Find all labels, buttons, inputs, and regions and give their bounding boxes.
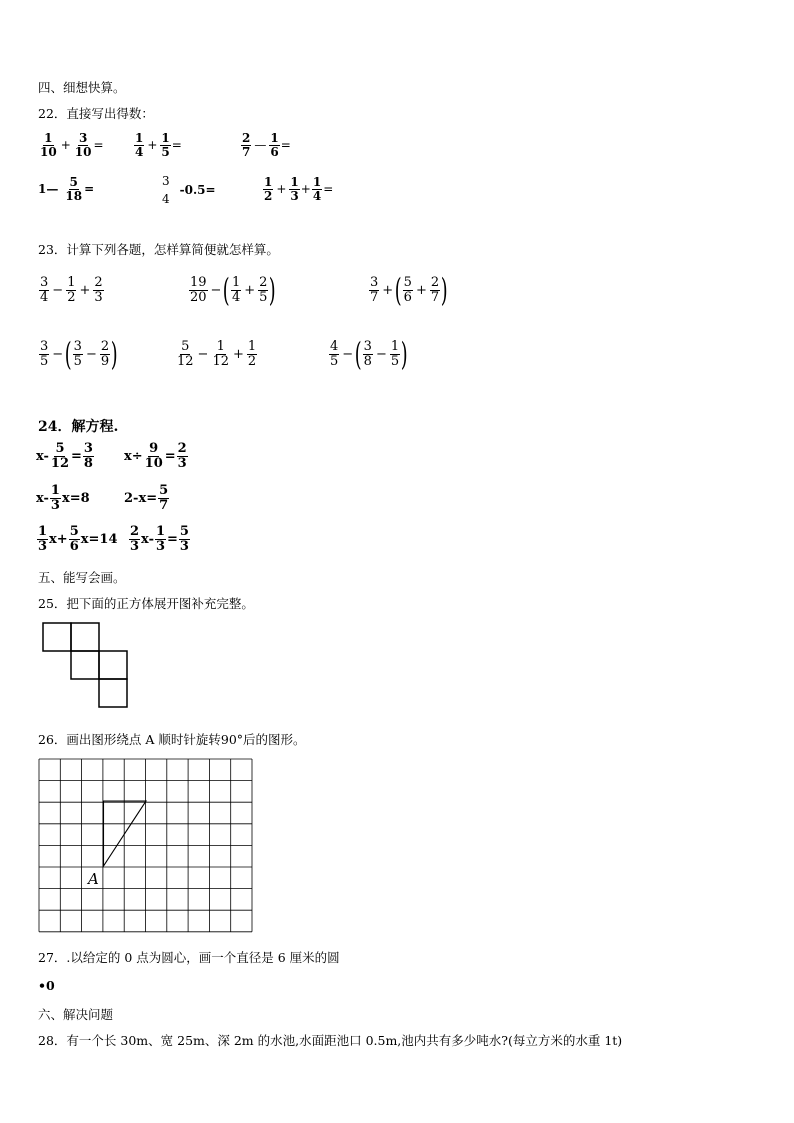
q22-expr-2: 1 4 + $\frac{1}{5}$ =: [135, 131, 182, 159]
section-5-heading: 五、能写会画。: [38, 570, 126, 585]
question-24-title: 24．解方程.: [38, 419, 119, 435]
question-22-title: 22．直接写出得数：: [38, 106, 154, 121]
q24-eq-2: x÷ $\frac{9}{10}$ = $\frac{2}{3}$: [124, 441, 187, 471]
question-27-title: 27．.以给定的 0 点为圆心，画一个直径是 6 厘米的圆: [38, 950, 340, 965]
q22-expr-4: 1— $\frac{5}{18}$ =: [38, 175, 95, 203]
fraction: $\frac{3}{10}$: [74, 131, 92, 159]
q22-expr-5: 3 4 -0.5=: [162, 174, 216, 206]
fraction: $\frac{1}{4}$: [312, 175, 322, 203]
question-28-title: 28．有一个长 30m、宽 25m、深 2m 的水池,水面距池口 0.5m,池内共有多少吨水?(每立方米的水重 1t): [38, 1033, 623, 1048]
question-25-title: 25．把下面的正方体展开图补充完整。: [38, 596, 254, 611]
q24-eq-6: 2 3 x- $\frac{1}{3}$ = $\frac{5}{3}$: [130, 524, 189, 554]
q22-expr-3: 2 7 — $\frac{1}{6}$ =: [242, 131, 291, 159]
q22-expr-6: 1 2 + $\frac{1}{3}$ + $\frac{1}{4}$ =: [264, 175, 334, 203]
fraction: $\frac{1}{6}$: [270, 131, 279, 159]
center-point-o: •0: [38, 978, 55, 993]
q23-expr-3: 3 7 + ( 5 6 + $\frac{2}{7}$ ): [370, 271, 448, 309]
fraction: 1 4: [135, 131, 144, 159]
q24-eq-1: x- $\frac{5}{12}$ = $\frac{3}{8}$: [36, 441, 93, 471]
q24-eq-3: x- 1 3 x=8: [36, 483, 90, 513]
section-6-heading: 六、解决问题: [38, 1007, 114, 1022]
q23-expr-2: 19 20 − ( 1 4 + $\frac{2}{5}$ ): [190, 271, 277, 309]
fraction: 1 2: [264, 175, 273, 203]
fraction: $\frac{1}{3}$: [290, 175, 299, 203]
q23-expr-5: 5 12 − $\frac{1}{12}$ + $\frac{1}{2}$: [177, 339, 257, 369]
fraction: $\frac{5}{18}$: [65, 175, 83, 203]
section-4-heading: 四、细想快算。: [38, 80, 126, 95]
q24-eq-4: 2-x= $\frac{5}{7}$: [124, 483, 169, 513]
cube-net-figure: [40, 620, 132, 716]
fraction: 1 10: [40, 131, 57, 159]
fraction: $\frac{1}{5}$: [161, 131, 170, 159]
q24-eq-5: 1 3 x+ $\frac{5}{6}$ x=14: [38, 524, 118, 554]
question-26-title: 26．画出图形绕点 A 顺时针旋转90°后的图形。: [38, 732, 306, 747]
question-23-title: 23．计算下列各题，怎样算简便就怎样算。: [38, 242, 279, 257]
fraction: 3 4: [162, 174, 170, 206]
q23-expr-4: 3 5 − ( 3 5 − $\frac{2}{9}$ ): [40, 335, 118, 373]
triangle-shape: [104, 801, 147, 866]
q23-expr-6: 4 5 − ( 3 8 − $\frac{1}{5}$ ): [330, 335, 408, 373]
q23-expr-1: 3 4 − $\frac{1}{2}$ + $\frac{2}{3}$: [40, 275, 103, 305]
point-a-label: A: [88, 870, 99, 888]
q22-expr-1: 1 10 + $\frac{3}{10}$ =: [40, 131, 104, 159]
fraction: 2 7: [242, 131, 251, 159]
grid-figure: [38, 758, 256, 934]
